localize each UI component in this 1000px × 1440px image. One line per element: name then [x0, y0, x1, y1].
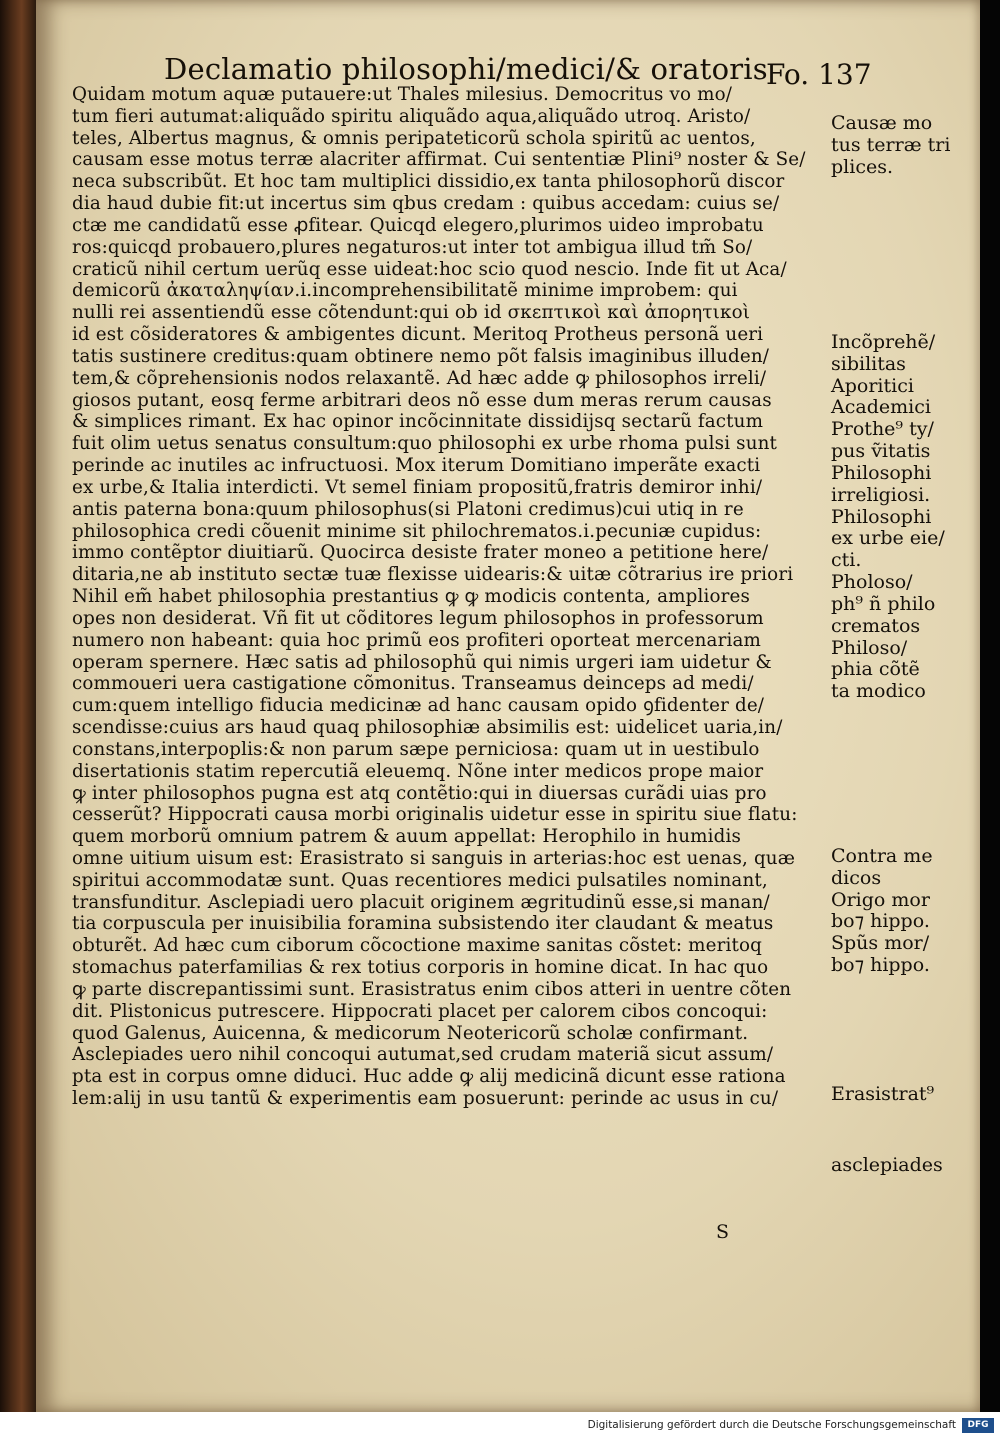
margin-note-incomprehensibilitas [831, 332, 981, 703]
text-line: giosos putant, eosq ferme arbitrari deos nõ esse dum meras rerum causas [72, 389, 772, 411]
text-line: Asclepiades uero nihil concoqui autumat,sed crudam materiã sicut assum/ [72, 1044, 774, 1066]
text-line: ros:quicqd probauero,plures negaturos:ut inter tot ambigua illud tm̃ So/ [72, 236, 753, 258]
text-line: lem:alij in usu tantũ & experimentis eam posuerunt: perinde ac usus in cu/ [72, 1088, 779, 1110]
margin-note-line: bo⁊ hippo. [831, 910, 930, 933]
text-line: operam spernere. Hæc satis ad philosophũ qui nimis urgeri iam uidetur & [72, 651, 772, 673]
text-line: demicorũ ἀκαταληψίαν.i.incomprehensibilitatẽ minime improbem: qui [72, 280, 738, 302]
text-line: quod Galenus, Auicenna, & medicorum Neotericorũ scholæ confirmant. [72, 1022, 749, 1044]
margin-note-line: sibilitas [831, 352, 906, 375]
text-line: antis paterna bona:quum philosophus(si Platoni credimus)cui utiq in re [72, 498, 744, 520]
text-line: tum fieri autumat:aliquãdo spiritu aliquãdo aqua,aliquãdo utroq. Aristo/ [72, 105, 751, 127]
text-line: cum:quem intelligo fiducia medicinæ ad hanc causam opido ꝯfidenter de/ [72, 695, 765, 717]
text-line: disertationis statim repercutiã eleuemq. Nõne inter medicos prope maior [72, 760, 764, 782]
text-line: constans,interpoplis:& non parum sæpe perniciosa: quam ut in uestibulo [72, 738, 760, 760]
margin-note-line: Incõprehẽ/ [831, 331, 936, 353]
text-line: scendisse:cuius ars haud quaq philosophiæ absimilis est: uidelicet uaria,in/ [72, 717, 783, 739]
text-line: Quidam motum aquæ putauere:ut Thales milesius. Democritus vo mo/ [72, 84, 733, 105]
margin-note-line: dicos [831, 866, 882, 889]
running-head: Declamatio philosophi/medici/& oratoris [164, 52, 768, 86]
text-line: cesserũt? Hippocrati causa morbi originalis uidetur esse in spiritu siue flatu: [72, 804, 798, 826]
margin-note-line: Aporitici [831, 374, 914, 397]
book-binding-edge [0, 0, 36, 1412]
margin-note-line: ex urbe eie/ [831, 527, 945, 550]
margin-note-line: Origo mor [831, 888, 930, 911]
funding-credit: Digitalisierung gefördert durch die Deutsche Forschungsgemeinschaft [587, 1419, 956, 1431]
text-line: craticũ nihil certum uerũq esse uideat:hoc scio quod nescio. Inde fit ut Aca/ [72, 258, 787, 280]
margin-note-line: Causæ mo [831, 112, 933, 134]
text-line: omne uitium uisum est: Erasistrato si sanguis in arterias:hoc est uenas, quæ [72, 847, 796, 869]
dfg-logo: DFG [962, 1418, 994, 1433]
margin-note-line: pus ṽitatis [831, 440, 931, 463]
text-line: pta est in corpus omne diduci. Huc adde ꝙ alij medicinã dicunt esse rationa [72, 1066, 786, 1088]
signature-mark: S [716, 1221, 730, 1243]
margin-note-line: Pholoso/ [831, 571, 913, 594]
text-line: obturẽt. Ad hæc cum ciborum cõcoctione maxime sanitas cõstet: meritoq [72, 935, 762, 957]
text-line: stomachus paterfamilias & rex totius corporis in homine dicat. In hac quo [72, 957, 769, 979]
text-line: teles, Albertus magnus, & omnis peripateticorũ schola spiritũ ac uentos, [72, 127, 756, 149]
margin-note-line: Spũs mor/ [831, 932, 930, 955]
text-line: opes non desiderat. Vñ fit ut cõditores legum philosophos in professorum [72, 607, 764, 629]
text-line: perinde ac inutiles ac infructuosi. Mox iterum Domitiano imperãte exacti [72, 455, 761, 477]
margin-note-line: ph⁹ ñ philo [831, 592, 936, 615]
text-line: philosophica credi cõuenit minime sit philochrematos.i.pecuniæ cupidus: [72, 520, 762, 542]
main-text-block [72, 84, 817, 1110]
text-line: quem morborũ omnium patrem & auum appellat: Herophilo in humidis [72, 826, 741, 848]
text-line: & simplices rimant. Ex hac opinor incõcinnitate dissidijsq sectarũ factum [72, 411, 764, 433]
footer-bar [0, 1412, 1000, 1440]
text-line: causam esse motus terræ alacriter affirmat. Cui sententiæ Plini⁹ noster & Se/ [72, 149, 806, 171]
text-line: ditaria,ne ab instituto sectæ tuæ flexisse uidearis:& uitæ cõtrarius ire priori [72, 564, 794, 586]
text-line: Nihil em̃ habet philosophia prestantius ꝙ ꝙ modicis contenta, ampliores [72, 586, 751, 608]
margin-note-line: irreligiosi. [831, 483, 931, 506]
text-line: ꝙ parte discrepantissimi sunt. Erasistratus enim cibos atteri in uentre cõten [72, 978, 792, 1000]
text-line: ex urbe,& Italia interdicti. Vt semel finiam propositũ,fratris demiror inhi/ [72, 476, 763, 498]
margin-note-line: Contra me [831, 845, 933, 867]
margin-note-line: tus terræ tri [831, 133, 951, 156]
margin-note-line: Academici [831, 396, 931, 419]
margin-note-causae [831, 113, 981, 178]
book-page [36, 0, 980, 1412]
text-line: tia corpuscula per inuisibilia foramina subsistendo iter claudant & meatus [72, 913, 774, 935]
text-line: fuit olim uetus senatus consultum:quo philosophi ex urbe rhoma pulsi sunt [72, 433, 778, 455]
margin-note-line: asclepiades [831, 1154, 943, 1176]
folio-number: Fo. 137 [766, 58, 872, 91]
margin-note-line: cti. [831, 549, 862, 572]
text-line: ꝙ inter philosophos pugna est atq contẽtio:qui in diuersas curãdi uias pro [72, 782, 767, 804]
margin-note-line: phia cõtẽ [831, 658, 920, 681]
margin-note-contra-medicos [831, 846, 981, 977]
margin-note-line: Philosophi [831, 461, 932, 484]
text-line: immo contẽptor diuitiarũ. Quocirca desiste frater moneo a petitione here/ [72, 542, 769, 564]
text-line: numero non habeant: quia hoc primũ eos profiteri oporteat mercenariam [72, 629, 761, 651]
text-line: tem,& cõprehensionis nodos relaxantẽ. Ad hæc adde ꝙ philosophos irreli/ [72, 367, 767, 389]
margin-note-line: Philosophi [831, 505, 932, 528]
margin-note-line: Prothe⁹ ty/ [831, 418, 934, 441]
margin-note-erasistratus [831, 1084, 981, 1106]
text-line: tatis sustinere creditus:quam obtinere nemo põt falsis imaginibus illuden/ [72, 345, 770, 367]
margin-note-line: plices. [831, 155, 893, 178]
text-line: transfunditur. Asclepiadi uero placuit originem ægritudinũ esse,si manan/ [72, 891, 770, 913]
text-line: neca subscribũt. Et hoc tam multiplici dissidio,ex tanta philosophorũ discor [72, 171, 785, 193]
text-line: id est cõsideratores & ambigentes dicunt. Meritoq Protheus personã ueri [72, 324, 764, 346]
text-line: nulli rei assentiendũ esse cõtendunt:qui ob id σκεπτικοὶ καὶ ἀπορητικοὶ [72, 302, 751, 324]
text-line: spiritui accommodatæ sunt. Quas recentiores medici pulsatiles nominant, [72, 869, 768, 891]
margin-note-line: bo⁊ hippo. [831, 954, 930, 977]
margin-note-line: ta modico [831, 680, 926, 703]
text-line: ctæ me candidatũ esse ꝓfitear. Quicqd elegero,plurimos uideo improbatu [72, 214, 764, 236]
margin-note-line: Erasistrat⁹ [831, 1083, 935, 1105]
text-line: dit. Plistonicus putrescere. Hippocrati placet per calorem cibos concoqui: [72, 1000, 768, 1022]
margin-note-line: crematos [831, 614, 921, 637]
text-line: dia haud dubie fit:ut incertus sim qbus credam : quibus accedam: cuius se/ [72, 193, 780, 215]
margin-note-asclepiades [831, 1155, 981, 1177]
margin-note-line: Philoso/ [831, 636, 908, 659]
text-line: commoueri uera castigatione cõmonitus. Transeamus deinceps ad medi/ [72, 673, 754, 695]
